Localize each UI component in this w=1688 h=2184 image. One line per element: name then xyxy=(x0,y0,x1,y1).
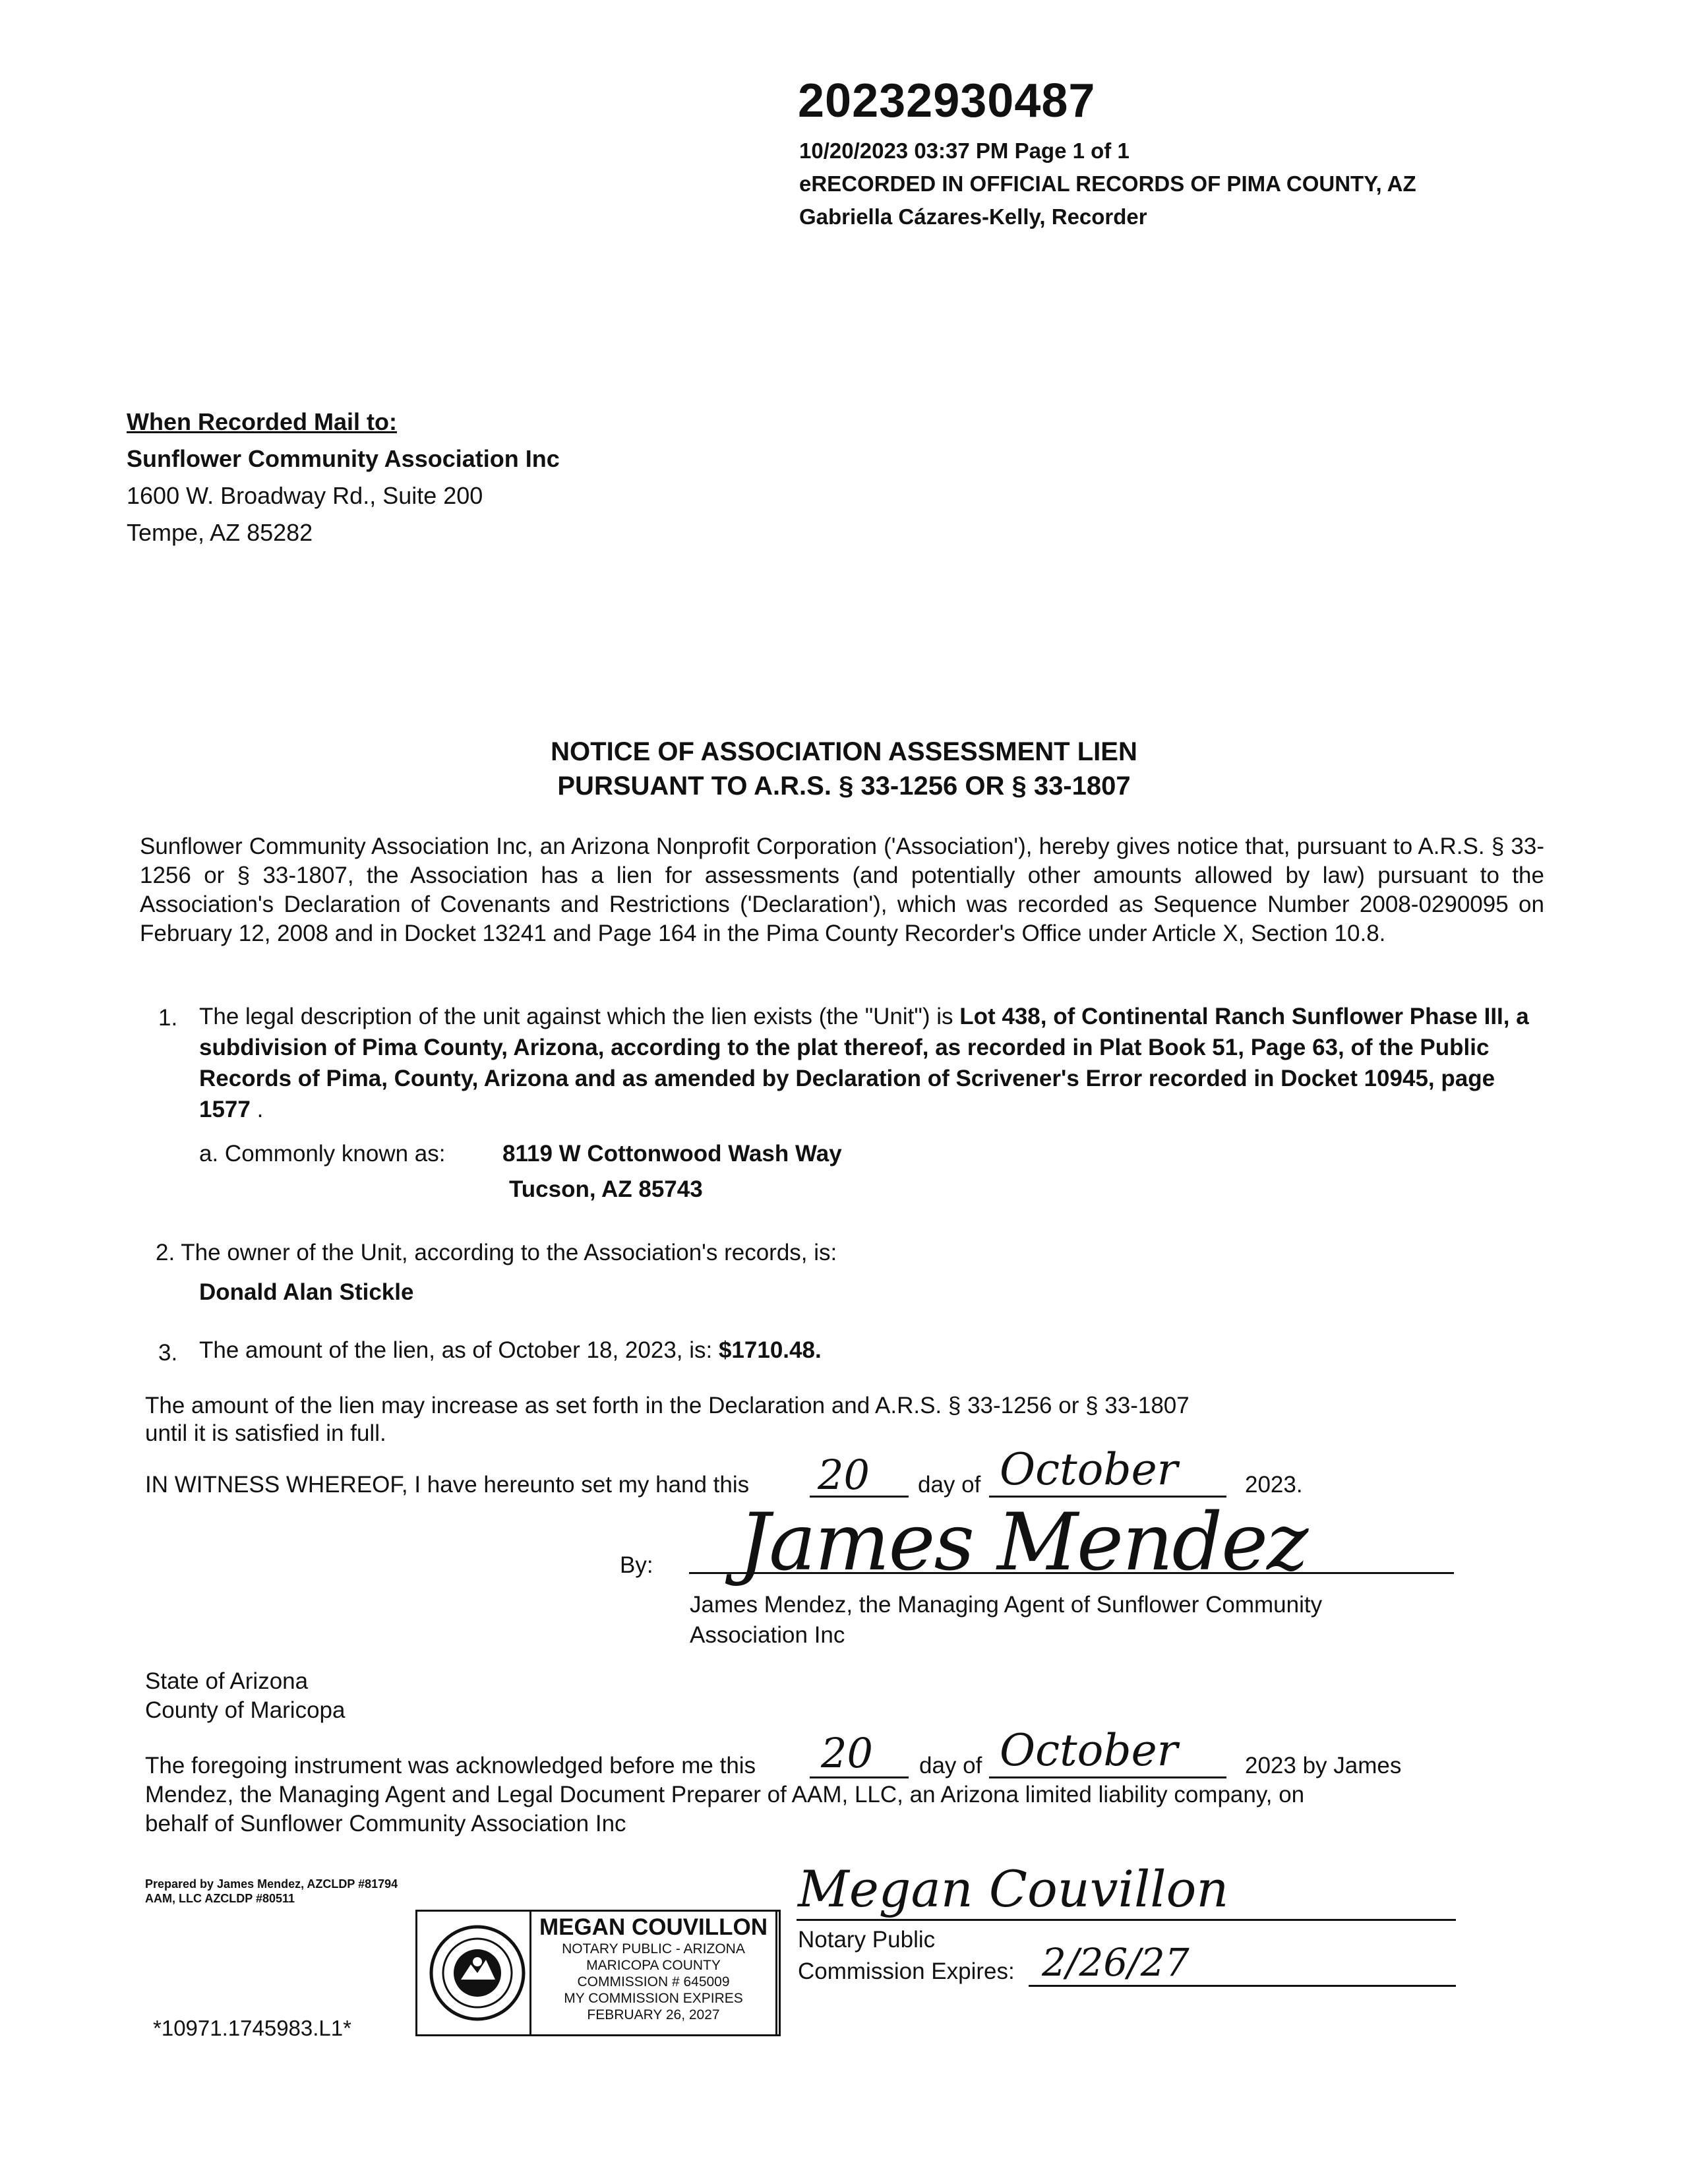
ack-line3: behalf of Sunflower Community Association Inc xyxy=(145,1811,626,1836)
ack-day-handwritten: 20 xyxy=(821,1729,873,1777)
mail-to-name: Sunflower Community Association Inc xyxy=(127,445,560,472)
by-label: By: xyxy=(620,1552,653,1578)
notary-signature: Megan Couvillon xyxy=(798,1860,1229,1918)
notary-stamp-line5: FEBRUARY 26, 2027 xyxy=(587,2007,720,2022)
item1a-label: a. Commonly known as: xyxy=(199,1141,446,1167)
ack-year-suffix: 2023 by James xyxy=(1245,1753,1402,1778)
agent-signature-line xyxy=(689,1572,1454,1574)
witness-day-handwritten: 20 xyxy=(818,1451,870,1499)
recording-office: eRECORDED IN OFFICIAL RECORDS OF PIMA COUNTY, AZ xyxy=(799,171,1416,196)
item3-label: The amount of the lien, as of October 18, 2023, is: xyxy=(199,1337,719,1363)
venue-county: County of Maricopa xyxy=(145,1697,346,1723)
notary-stamp-line1: NOTARY PUBLIC - ARIZONA xyxy=(562,1941,745,1957)
notary-signature-line xyxy=(797,1919,1456,1921)
notary-stamp xyxy=(415,1910,781,2036)
ack-day-of: day of xyxy=(919,1753,982,1778)
notary-stamp-text-box xyxy=(529,1910,777,2036)
item1-text xyxy=(199,1001,1544,1125)
ack-prefix: The foregoing instrument was acknowledged before me this xyxy=(145,1753,756,1778)
notary-stamp-line3: COMMISSION # 645009 xyxy=(577,1974,730,1989)
preparer-block xyxy=(145,1877,398,1906)
ack-day-line xyxy=(810,1776,909,1778)
witness-prefix: IN WITNESS WHEREOF, I have hereunto set my hand this xyxy=(145,1472,750,1498)
item1a-street: 8119 W Cottonwood Wash Way xyxy=(502,1141,842,1167)
lien-amount: $1710.48. xyxy=(718,1337,822,1363)
document-title-line1: NOTICE OF ASSOCIATION ASSESSMENT LIEN xyxy=(551,737,1137,766)
item1-lead: The legal description of the unit against which the lien exists (the "Unit") is xyxy=(199,1004,960,1029)
increase-note-line1: The amount of the lien may increase as set forth in the Declaration and A.R.S. § 33-1256 or § 33-1807 xyxy=(145,1393,1190,1418)
notary-stamp-line4: MY COMMISSION EXPIRES xyxy=(564,1991,743,2006)
increase-note-line2: until it is satisfied in full. xyxy=(145,1420,386,1446)
preparer-line2: AAM, LLC AZCLDP #80511 xyxy=(145,1892,295,1905)
arizona-seal-icon xyxy=(428,1924,527,2022)
item3-text xyxy=(199,1336,822,1365)
mail-to-heading: When Recorded Mail to: xyxy=(127,408,398,435)
ack-line2: Mendez, the Managing Agent and Legal Document Preparer of AAM, LLC, an Arizona limited liability company, on xyxy=(145,1782,1305,1807)
item1-number: 1. xyxy=(158,1005,178,1031)
witness-month-handwritten: October xyxy=(1000,1444,1178,1495)
item1-end: . xyxy=(250,1097,264,1122)
recording-number: 20232930487 xyxy=(798,75,1096,127)
mail-to-block xyxy=(127,404,560,551)
item1-legal-description: Lot 438, of Continental Ranch Sunflower Phase III, a subdivision of Pima County, Arizona, according to the plat thereof, as recorded in Plat Book 51, Page 63, of the Public Records of Pima, County, Arizona and as amended by Declaration of Scrivener's Error recorded in Docket 10945, page 1577 xyxy=(199,1004,1529,1122)
commission-expires-line xyxy=(1029,1985,1456,1987)
signer-line1: James Mendez, the Managing Agent of Sunflower Community xyxy=(690,1592,1323,1618)
mail-to-address-line2: Tempe, AZ 85282 xyxy=(127,519,313,546)
notary-stamp-line2: MARICOPA COUNTY xyxy=(586,1958,721,1973)
venue-state: State of Arizona xyxy=(145,1668,309,1694)
item3-number: 3. xyxy=(158,1340,178,1366)
ack-month-line xyxy=(989,1776,1226,1778)
notary-title: Notary Public xyxy=(798,1927,936,1953)
witness-year: 2023. xyxy=(1245,1472,1303,1498)
document-code: *10971.1745983.L1* xyxy=(153,2016,351,2040)
intro-paragraph: Sunflower Community Association Inc, an Arizona Nonprofit Corporation ('Association'), hereby gives notice that, pursuant to A.R.S. § 33-1256 or § 33-1807, the Association has a lien for assessments (and potentially other amounts allowed by law) pursuant to the Association's Declaration of Covenants and Restrictions ('Declaration'), which was recorded as Sequence Number 2008-0290095 on February 12, 2008 and in Docket 13241 and Page 164 in the Pima County Recorder's Office under Article X, Section 10.8. xyxy=(140,834,1544,946)
ack-month-handwritten: October xyxy=(1000,1725,1178,1776)
commission-expires-handwritten: 2/26/27 xyxy=(1042,1940,1190,1985)
notary-stamp-name: MEGAN COUVILLON xyxy=(539,1914,768,1940)
preparer-line1: Prepared by James Mendez, AZCLDP #81794 xyxy=(145,1877,398,1891)
commission-expires-label: Commission Expires: xyxy=(798,1958,1015,1984)
owner-name: Donald Alan Stickle xyxy=(199,1279,414,1305)
mail-to-address-line1: 1600 W. Broadway Rd., Suite 200 xyxy=(127,482,483,509)
recorder-name: Gabriella Cázares-Kelly, Recorder xyxy=(799,204,1147,229)
recording-datetime-page: 10/20/2023 03:37 PM Page 1 of 1 xyxy=(799,138,1130,163)
agent-signature: James Mendez xyxy=(738,1497,1308,1589)
signer-line2: Association Inc xyxy=(690,1622,845,1648)
item2-text: 2. The owner of the Unit, according to the Association's records, is: xyxy=(156,1240,837,1265)
item1a-city: Tucson, AZ 85743 xyxy=(509,1176,703,1202)
document-title-line2: PURSUANT TO A.R.S. § 33-1256 OR § 33-1807 xyxy=(557,772,1131,801)
witness-day-of: day of xyxy=(918,1472,981,1498)
